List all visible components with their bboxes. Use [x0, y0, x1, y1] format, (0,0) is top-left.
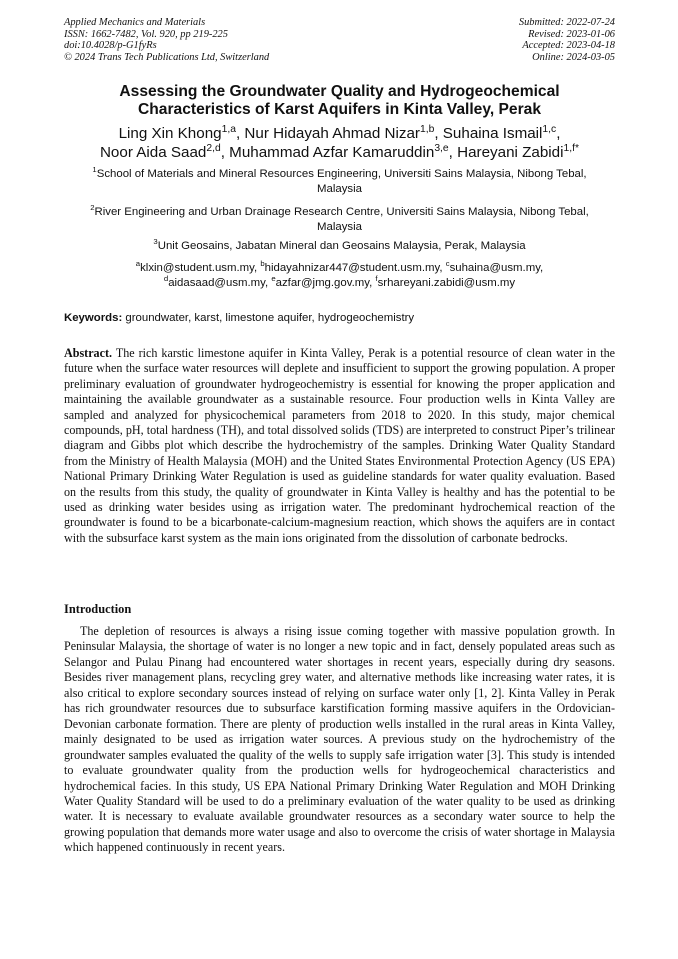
- email-line-1: [64, 261, 615, 276]
- email-mark: a: [135, 259, 141, 269]
- journal-header: [64, 17, 269, 63]
- author-separator: ,: [556, 125, 561, 142]
- affiliation-number: 3: [153, 237, 158, 247]
- author-affiliation-mark: 3,e: [434, 142, 449, 154]
- author-affiliation-mark: 2,d: [206, 142, 221, 154]
- author-name: Nur Hidayah Ahmad Nizar: [244, 125, 420, 142]
- affiliation-text: School of Materials and Mineral Resources Engineering, Universiti Sains Malaysia, Nibong Tebal, Malaysia: [96, 168, 587, 195]
- affiliation-number: 2: [90, 203, 95, 213]
- author-name: Suhaina Ismail: [442, 125, 543, 142]
- email-address[interactable]: azfar@jmg.gov.my,: [275, 277, 376, 289]
- author-affiliation-mark: 1,f*: [563, 142, 580, 154]
- introduction-paragraph: The depletion of resources is always a rising issue coming together with massive population growth. In Peninsular Malaysia, the shortage of water is no longer a new topic and in fact, densely populated areas such as Selangor and Pulau Pinang had encountered water shortages in recent years, especially during dry seasons. Besides river management plans, recycling grey water, and alternative methods like increasing water rates, it is also critical to explore secondary sources instead of relying on surface water only [1, 2]. Kinta Valley in Perak has rich groundwater resources due to subsurface karstification forming massive aquifers in the Ordovician-Devonian carbonate formation. There are plenty of production wells installed in the rural areas in Kinta Valley, mainly designated to be used as irrigation water sources. A previous study on the hydrochemistry of the groundwater samples evaluated the quality of the wells to supply safe irrigation water [3]. This study is intended to evaluate groundwater quality from the production wells for hydrogeochemical characteristics and hydrochemical facies. In this study, US EPA National Primary Drinking Water Regulation and MOH Drinking Water Quality Standard will be used to do a preliminary evaluation of the water quality to be used as drinking water. It is necessary to evaluate available groundwater resources as a secondary water source to help the growing population that demands more water usage and also to overcome the crisis of water shortage in Malaysia which happened continuously in recent years.: [64, 624, 615, 855]
- keywords: [64, 311, 615, 325]
- journal-doi[interactable]: doi:10.4028/p-G1fyRs: [64, 40, 157, 52]
- author-separator: ,: [220, 144, 230, 161]
- author-separator: ,: [448, 144, 458, 161]
- journal-issn: ISSN: 1662-7482, Vol. 920, pp 219-225: [64, 28, 228, 40]
- title-line-2: Characteristics of Karst Aquifers in Kinta Valley, Perak: [138, 101, 541, 118]
- abstract: [64, 346, 615, 546]
- author-separator: ,: [434, 125, 443, 142]
- affiliation-1: [64, 167, 615, 197]
- author-name: Noor Aida Saad: [99, 144, 207, 161]
- author-line-1: [64, 124, 615, 143]
- email-mark: c: [445, 259, 450, 269]
- journal-name: Applied Mechanics and Materials: [64, 17, 206, 28]
- paper-title: [64, 83, 615, 119]
- abstract-label: Abstract.: [64, 346, 113, 360]
- email-address[interactable]: klxin@student.usm.my,: [140, 262, 261, 274]
- keywords-label: Keywords:: [64, 312, 123, 324]
- author-name: Muhammad Azfar Kamaruddin: [229, 144, 435, 161]
- affiliation-text: River Engineering and Urban Drainage Research Centre, Universiti Sains Malaysia, Nibong Tebal, Malaysia: [94, 206, 589, 233]
- keywords-text: groundwater, karst, limestone aquifer, hydrogeochemistry: [122, 312, 415, 324]
- affiliation-number: 1: [92, 165, 97, 175]
- affiliation-3: [64, 239, 615, 254]
- author-separator: ,: [235, 125, 245, 142]
- email-mark: b: [260, 259, 265, 269]
- date-revised: Revised: 2023-01-06: [528, 28, 615, 40]
- email-line-2: [64, 276, 615, 291]
- journal-copyright: © 2024 Trans Tech Publications Ltd, Switzerland: [64, 51, 270, 63]
- author-line-2: [64, 143, 615, 162]
- email-mark: d: [163, 274, 169, 284]
- author-affiliation-mark: 1,b: [419, 123, 435, 135]
- date-accepted: Accepted: 2023-04-18: [522, 40, 615, 52]
- author-list: [64, 124, 615, 162]
- affiliation-2: [64, 205, 615, 235]
- affiliation-text: Unit Geosains, Jabatan Mineral dan Geosains Malaysia, Perak, Malaysia: [157, 240, 526, 252]
- email-address[interactable]: aidasaad@usm.my,: [168, 277, 272, 289]
- abstract-text: The rich karstic limestone aquifer in Kinta Valley, Perak is a potential resource of clean water in the future when the surface water resources will deplete and insufficient to support the growing population. A proper preliminary evaluation of groundwater hydrogeochemistry is essential for knowing the proper application and maintaining the available groundwater as a sustainable resource. Four production wells in Kinta Valley are sampled and analyzed for physicochemical parameters from 2018 to 2020. In this study, major chemical compounds, pH, total hardness (TH), and total dissolved solids (TDS) are interpreted to construct Piper’s trilinear diagram and Gibbs plot which describe the hydrochemistry of the samples. Drinking Water Quality Standard from the Ministry of Health Malaysia (MOH) and the United States Environmental Protection Agency (US EPA) National Primary Drinking Water Regulation is used as guideline standards for water quality evaluation. Based on the results from this study, the quality of groundwater in Kinta Valley is healthy and has the potential to be used as drinking water besides using as irrigation water. The predominant hydrochemical reaction of the groundwater is found to be a bicarbonate-calcium-magnesium reaction, which shows the aquifers are in contact with the subsurface karst system as the main ions originated from the dissolution of carbonate bedrocks.: [64, 346, 615, 545]
- email-mark: e: [271, 274, 276, 284]
- email-address[interactable]: suhaina@usm.my,: [449, 262, 544, 274]
- email-address[interactable]: hidayahnizar447@student.usm.my,: [264, 262, 446, 274]
- date-online: Online: 2024-03-05: [532, 51, 615, 63]
- email-address[interactable]: srhareyani.zabidi@usm.my: [377, 277, 516, 289]
- date-submitted: Submitted: 2022-07-24: [518, 17, 615, 28]
- title-line-1: Assessing the Groundwater Quality and Hydrogeochemical: [119, 83, 560, 100]
- section-heading-introduction: Introduction: [64, 602, 132, 616]
- dates-header: [519, 17, 615, 63]
- author-name: Ling Xin Khong: [118, 125, 222, 142]
- email-list: [64, 261, 615, 291]
- author-affiliation-mark: 1,c: [542, 123, 557, 135]
- author-name: Hareyani Zabidi: [457, 144, 564, 161]
- email-mark: f: [375, 274, 378, 284]
- author-affiliation-mark: 1,a: [221, 123, 236, 135]
